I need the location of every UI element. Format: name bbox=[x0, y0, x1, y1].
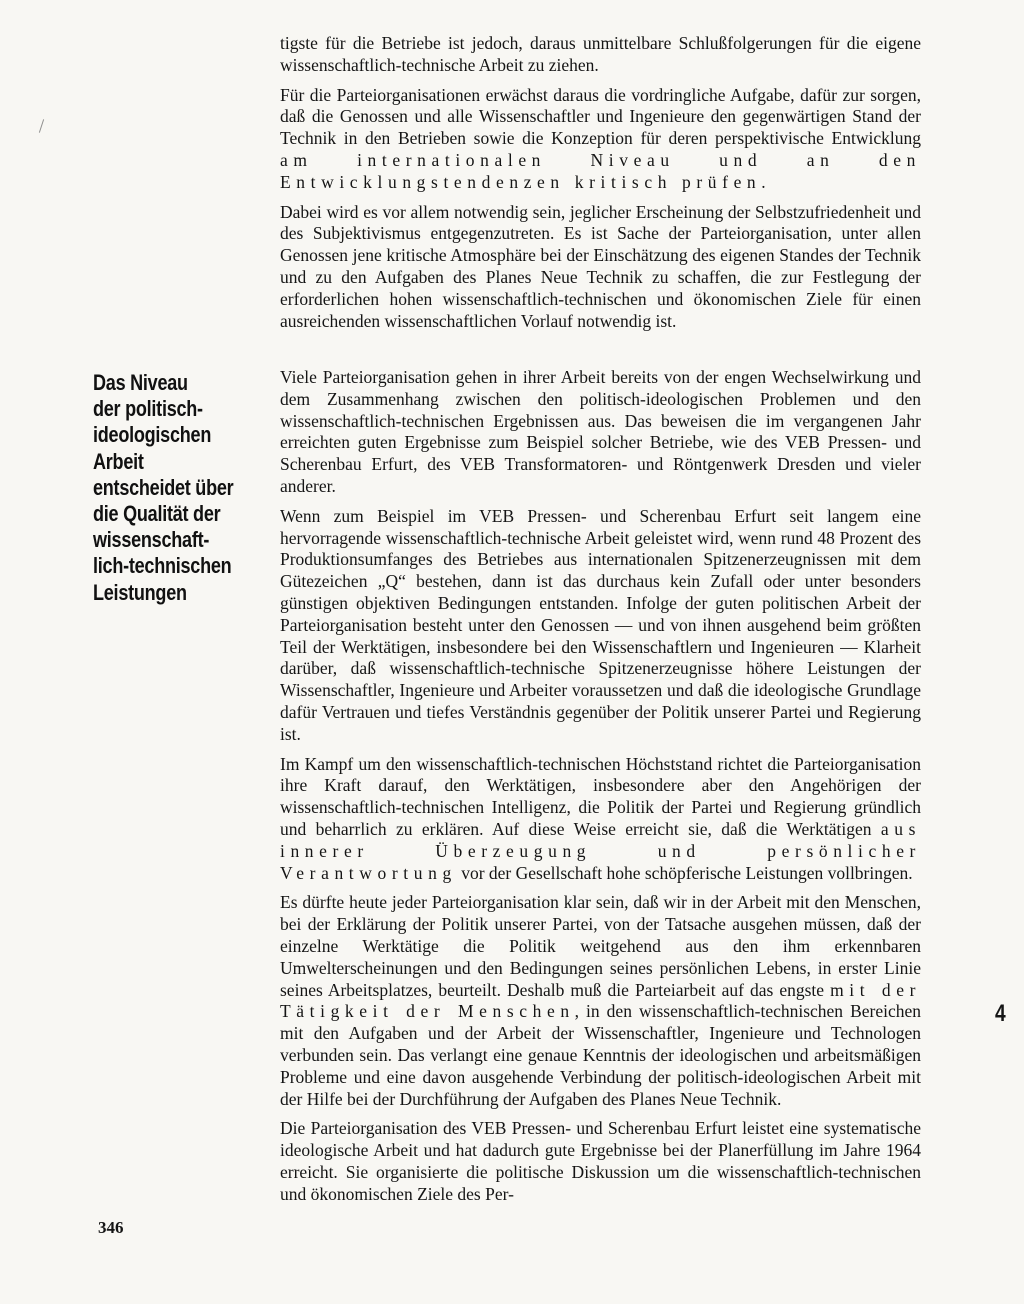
page-number: 346 bbox=[98, 1218, 124, 1237]
paragraph-main-4 bbox=[280, 892, 921, 1110]
side-heading-line-9: Leistungen bbox=[93, 579, 187, 605]
paragraph-main-3-before: Im Kampf um den wissenschaftlich-technischen Höchststand richtet die Parteiorganisation ihre Kraft darauf, den Werktätigen, insbesondere aber den Angehörigen der wissenschaftlich-technischen Intelligenz, die Politik der Partei und Regierung gründlich und beharrlich zu erklären. Auf diese Weise erreicht sie, daß die Werktätigen bbox=[280, 753, 921, 839]
side-heading-line-8: lich-technischen bbox=[93, 553, 232, 579]
main-text-column bbox=[280, 367, 921, 1205]
paragraph-main-4-emphasis: mit der Tätigkeit der Menschen bbox=[280, 979, 921, 1022]
side-heading-line-6: die Qualität der bbox=[93, 501, 221, 527]
paragraph-main-5-text: Die Parteiorganisation des VEB Pressen- und Scherenbau Erfurt leistet eine systematische ideologische Arbeit und hat dadurch gute Ergebnisse bei der Planerfüllung im Jahre 1964 erreicht. Sie organisierte die politische Diskussion um die wissenschaftlich-technischen und ökonomischen Ziele des Per- bbox=[280, 1118, 921, 1204]
paragraph-top-3 bbox=[280, 202, 921, 333]
paragraph-main-1-text: Viele Parteiorganisation gehen in ihrer Arbeit bereits von der engen Wechselwirkung und dem Zusammenhang zwischen den politisch-ideologischen Problemen und den wissenschaftlich-technischen Ergebnissen aus. Das beweisen die im vergangenen Jahr erreichten guten Ergebnisse zum Beispiel solcher Betriebe, wie des VEB Pressen- und Scherenbau Erfurt, des VEB Transformatoren- und Röntgenwerk Dresden und vieler anderer. bbox=[280, 367, 921, 496]
paragraph-top-2 bbox=[280, 85, 921, 194]
paragraph-main-2-text: Wenn zum Beispiel im VEB Pressen- und Scherenbau Erfurt seit langem eine hervorragende wissenschaftlich-technische Arbeit geleistet wird, wenn rund 48 Prozent des Produktionsumfanges des Betriebes aus internationalen Spitzenerzeugnissen mit dem Gütezeichen „Q“ bestehen, dann ist das durchaus kein Zufall oder unter besonders günstigen objektiven Bedingungen entstanden. Infolge der guten politischen Arbeit der Parteiorganisation besteht unter den Genossen — und von ihnen ausgehend beim größten Teil der Werktätigen, insbesondere bei den Wissenschaftlern und Ingenieuren — Klarheit darüber, daß wissenschaftlich-technische Spitzenerzeugnisse höhere Leistungen der Wissenschaftler, Ingenieure und Arbeiter voraussetzen und daß die ideologische Grundlage dafür Vertrauen und tiefes Verständnis gegenüber der Politik unserer Partei und Regierung ist. bbox=[280, 505, 921, 744]
margin-mark: 4 bbox=[995, 1000, 1006, 1027]
paragraph-main-5 bbox=[280, 1118, 921, 1205]
paragraph-top-2-before: Für die Parteiorganisationen erwächst daraus die vordringliche Aufgabe, dafür zur sorgen, daß die Genossen und alle Wissenschaftler und Ingenieure den gegenwärtigen Stand der Technik in den Betrieben sowie die Konzeption für deren perspektivische Entwicklung bbox=[280, 84, 921, 149]
side-heading-line-7: wissenschaft- bbox=[93, 527, 210, 553]
paragraph-top-2-after: . bbox=[761, 171, 766, 192]
paragraph-main-4-after: , in den wissenschaftlich-technischen Bereichen mit den Aufgaben und der Arbeit der Wissenschaftler, Ingenieure und Technologen verbunden sein. Das verlangt eine genaue Kenntnis der ideologischen und arbeitsmäßigen Probleme und eine davon ausgehende Verbindung der politisch-ideologischen Arbeit mit der Hilfe bei der Durchführung der Aufgaben des Planes Neue Technik. bbox=[280, 1001, 922, 1109]
side-heading-line-3: ideologischen bbox=[93, 422, 212, 448]
paragraph-top-1 bbox=[280, 33, 921, 77]
side-heading-line-1: Das Niveau bbox=[93, 370, 188, 395]
paragraph-main-3 bbox=[280, 754, 921, 885]
paragraph-main-3-emphasis: aus innerer Überzeugung und persönlicher Verantwortung bbox=[280, 818, 921, 883]
paragraph-top-3-text: Dabei wird es vor allem notwendig sein, jeglicher Erscheinung der Selbstzufriedenheit und des Subjektivismus entgegenzutreten. Es ist Sache der Parteiorganisation, unter allen Genossen jene kritische Atmosphäre bei der Einschätzung des eigenen Standes der Technik und zu den Aufgaben des Planes Neue Technik zu schaffen, die zur Festlegung der erforderlichen hohen wissenschaftlich-technischen und ökonomischen Ziele für einen ausreichenden wissenschaftlichen Vorlauf notwendig ist. bbox=[280, 201, 921, 331]
paragraph-main-3-after: vor der Gesellschaft hohe schöpferische Leistungen vollbringen. bbox=[456, 862, 913, 883]
paragraph-main-4-before: Es dürfte heute jeder Parteiorganisation klar sein, daß wir in der Arbeit mit den Menschen, bei der Erklärung der Politik unserer Partei, von der Tatsache ausgehen müssen, daß der einzelne Werktätige die Politik weitgehend aus den ihm erkennbaren Umwelterscheinungen und den Bedingungen seines persönlichen Lebens, in erster Linie seines Arbeitsplatzes, beurteilt. Deshalb muß die Parteiarbeit auf das engste bbox=[280, 892, 921, 1000]
side-heading-line-5: entscheidet über bbox=[93, 474, 234, 500]
paragraph-top-2-emphasis: am internationalen Niveau und an den Entwicklungstendenzen kritisch prüfen bbox=[280, 149, 921, 192]
paragraph-main-2 bbox=[280, 506, 921, 746]
side-heading-line-4: Arbeit bbox=[93, 448, 144, 474]
side-heading-line-2: der politisch- bbox=[93, 396, 203, 422]
paragraph-main-1 bbox=[280, 367, 921, 498]
paragraph-top-1-text: tigste für die Betriebe ist jedoch, daraus unmittelbare Schlußfolgerungen für die eigene wissenschaftlich-technische Arbeit zu ziehen. bbox=[280, 33, 921, 75]
side-heading bbox=[93, 370, 232, 606]
upper-text-column bbox=[280, 33, 921, 332]
scan-speck bbox=[39, 119, 44, 133]
